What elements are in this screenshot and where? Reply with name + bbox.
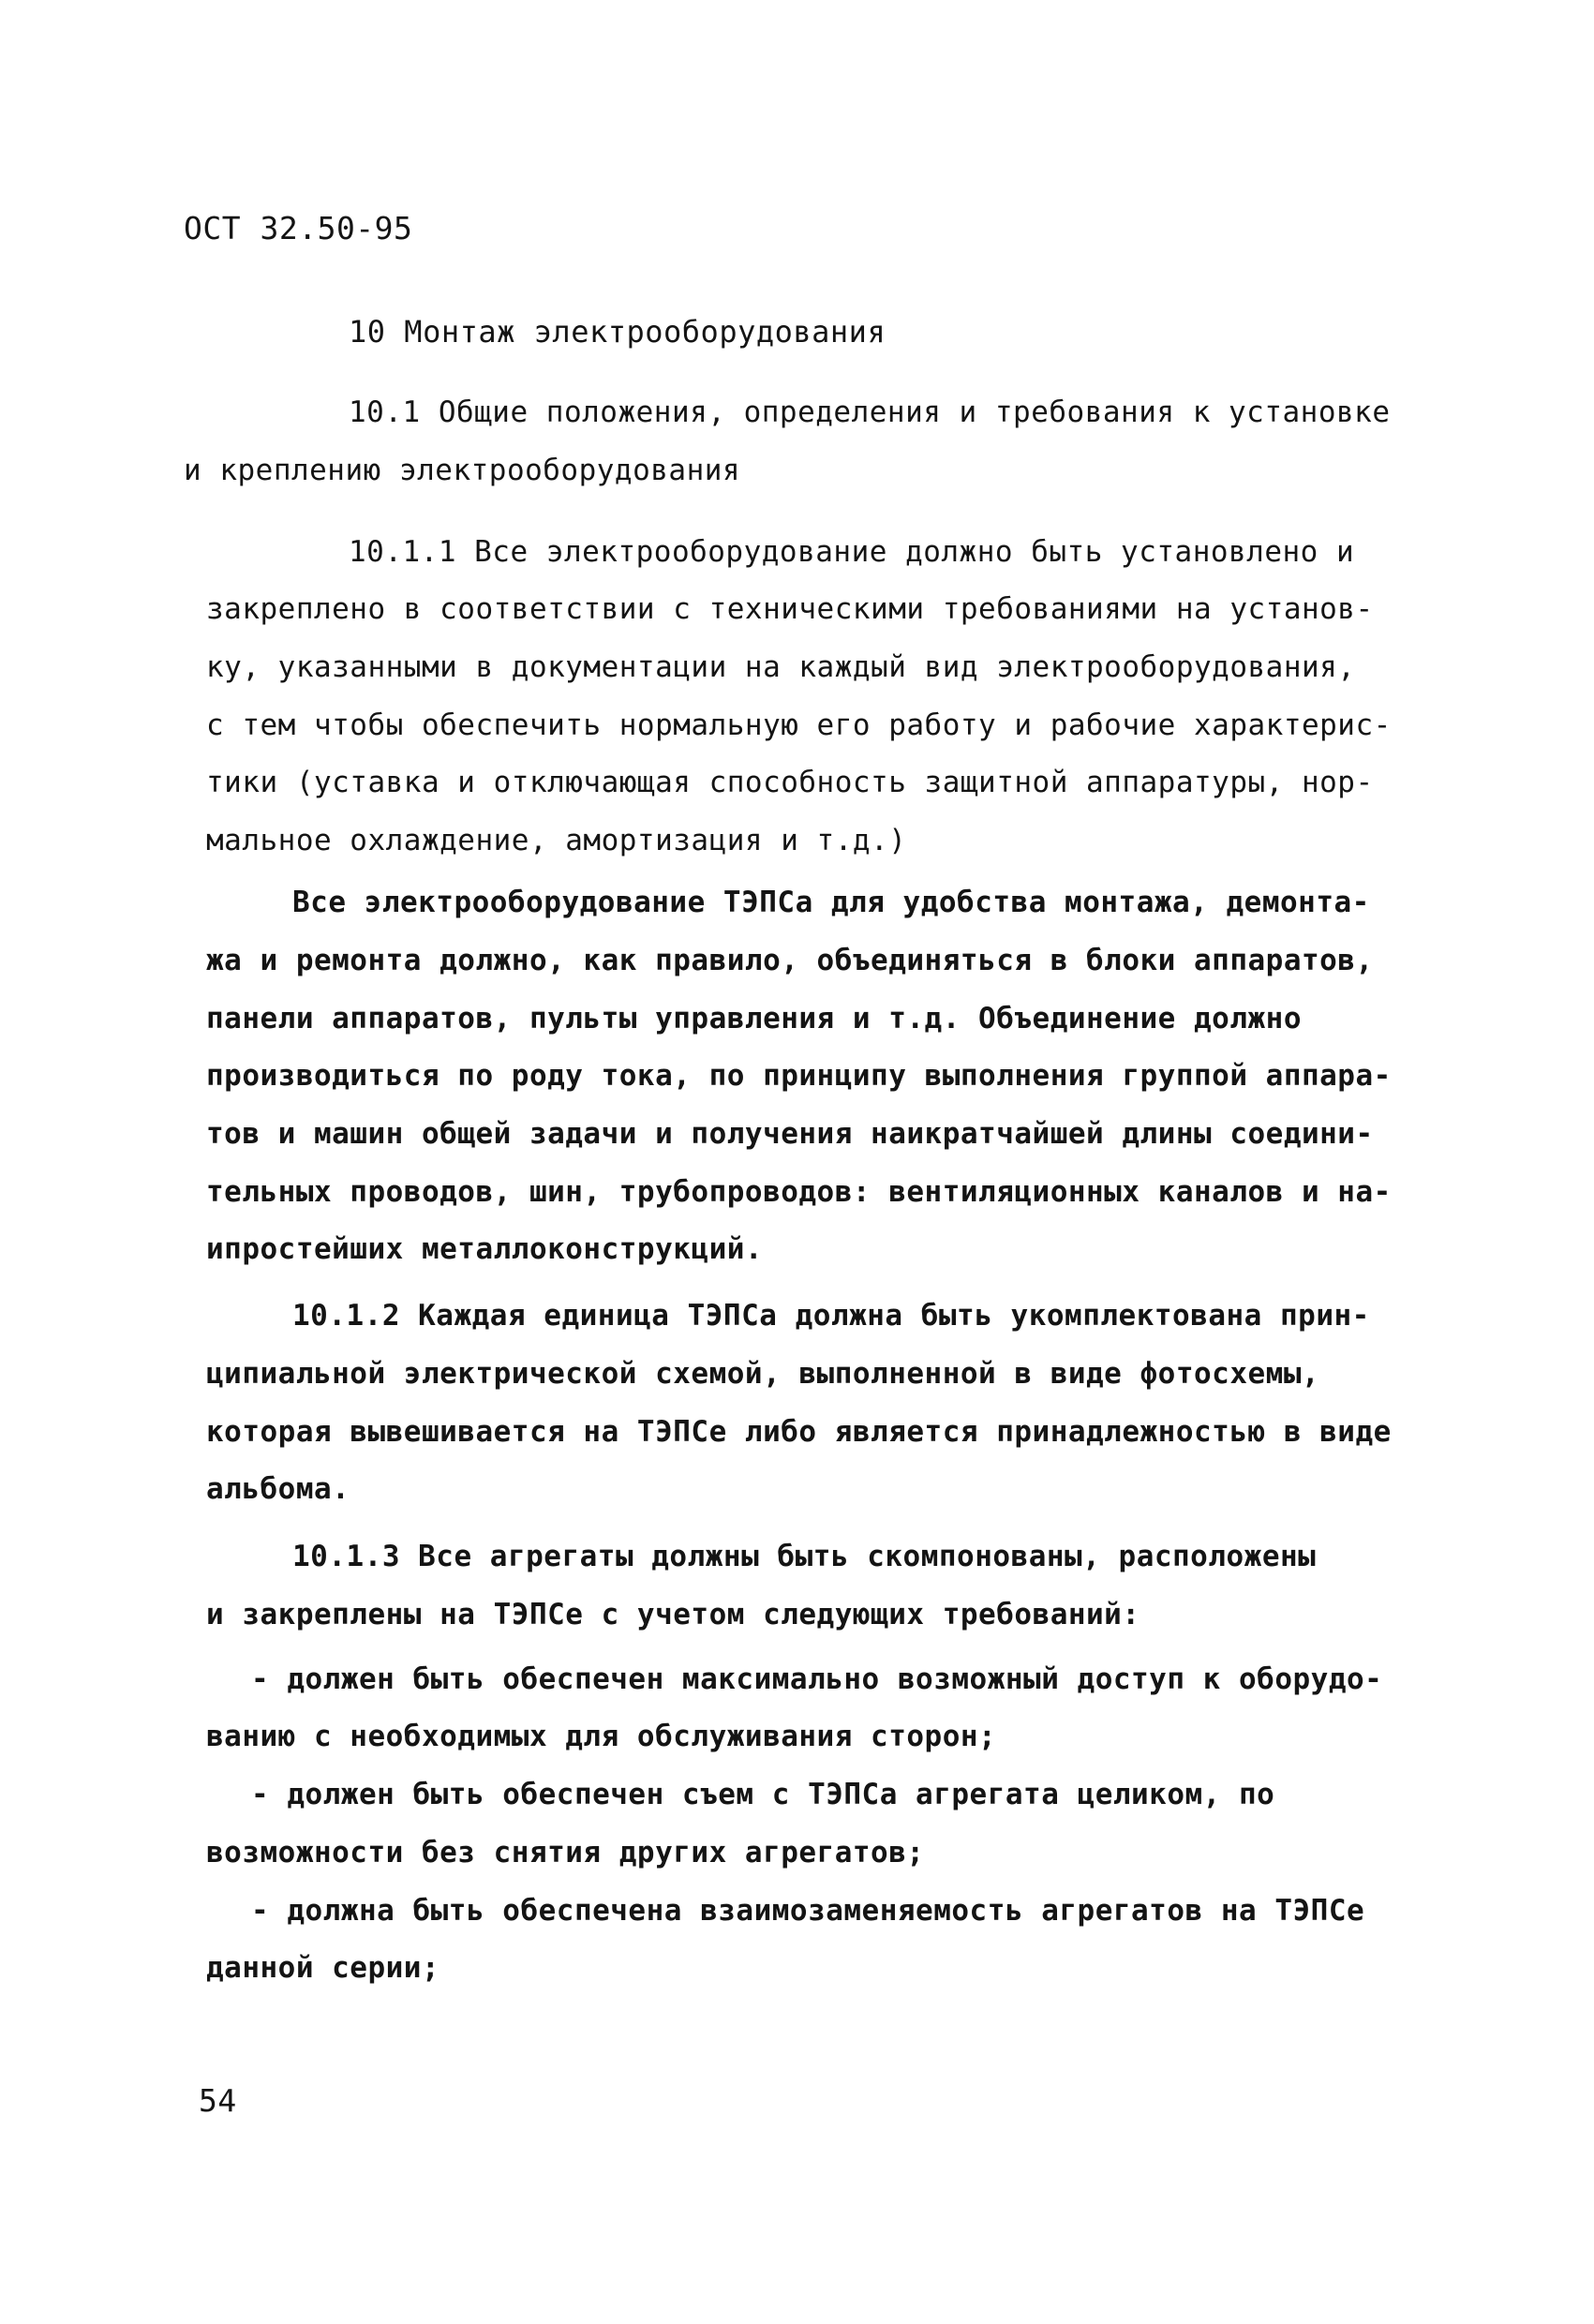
- paragraph-line: 10.1.2 Каждая единица ТЭПСа должна быть укомплектована прин-: [292, 1299, 1370, 1333]
- paragraph-line: 10.1.3 Все агрегаты должны быть скомпонованы, расположены: [292, 1540, 1317, 1573]
- paragraph-line: панели аппаратов, пульты управления и т.д. Объединение должно: [206, 1002, 1302, 1035]
- paragraph-line: производиться по роду тока, по принципу выполнения группой аппара-: [206, 1059, 1392, 1093]
- document-code: ОСТ 32.50-95: [184, 210, 413, 246]
- paragraph-line: и закреплены на ТЭПСе с учетом следующих требований:: [206, 1598, 1140, 1631]
- bullet-line: ванию с необходимых для обслуживания сторон;: [206, 1720, 997, 1753]
- paragraph-line: тельных проводов, шин, трубопроводов: вентиляционных каналов и на-: [206, 1175, 1392, 1209]
- section-title: 10 Монтаж электрооборудования: [349, 314, 886, 350]
- page-number: 54: [199, 2082, 237, 2119]
- paragraph-line: ку, указанными в документации на каждый вид электрооборудования,: [206, 650, 1356, 684]
- bullet-line: данной серии;: [206, 1951, 440, 1985]
- bullet-line: - должна быть обеспечена взаимозаменяемость агрегатов на ТЭПСе: [251, 1894, 1365, 1928]
- bullet-line: возможности без снятия других агрегатов;: [206, 1836, 925, 1870]
- paragraph-line: Все электрооборудование ТЭПСа для удобства монтажа, демонта-: [292, 886, 1370, 919]
- paragraph-line: тов и машин общей задачи и получения наикратчайшей длины соедини-: [206, 1117, 1374, 1151]
- paragraph-line: мальное охлаждение, амортизация и т.д.): [206, 824, 907, 857]
- bullet-line: - должен быть обеспечен максимально возможный доступ к оборудо-: [251, 1662, 1383, 1696]
- paragraph-line: альбома.: [206, 1472, 350, 1506]
- paragraph-line: 10.1.1 Все электрооборудование должно быть установлено и: [349, 535, 1355, 569]
- bullet-line: - должен быть обеспечен съем с ТЭПСа агрегата целиком, по: [251, 1778, 1275, 1811]
- subsection-heading-line: 10.1 Общие положения, определения и требования к установке: [349, 395, 1391, 429]
- subsection-heading-line: и креплению электрооборудования: [184, 454, 741, 487]
- paragraph-line: которая вывешивается на ТЭПСе либо является принадлежностью в виде: [206, 1415, 1392, 1449]
- paragraph-line: тики (уставка и отключающая способность защитной аппаратуры, нор-: [206, 766, 1374, 799]
- paragraph-line: ипростейших металлоконструкций.: [206, 1232, 764, 1266]
- paragraph-line: ципиальной электрической схемой, выполненной в виде фотосхемы,: [206, 1357, 1320, 1391]
- paragraph-line: закреплено в соответствии с техническими требованиями на установ-: [206, 592, 1374, 626]
- paragraph-line: жа и ремонта должно, как правило, объединяться в блоки аппаратов,: [206, 944, 1374, 977]
- paragraph-line: с тем чтобы обеспечить нормальную его работу и рабочие характерис-: [206, 708, 1392, 742]
